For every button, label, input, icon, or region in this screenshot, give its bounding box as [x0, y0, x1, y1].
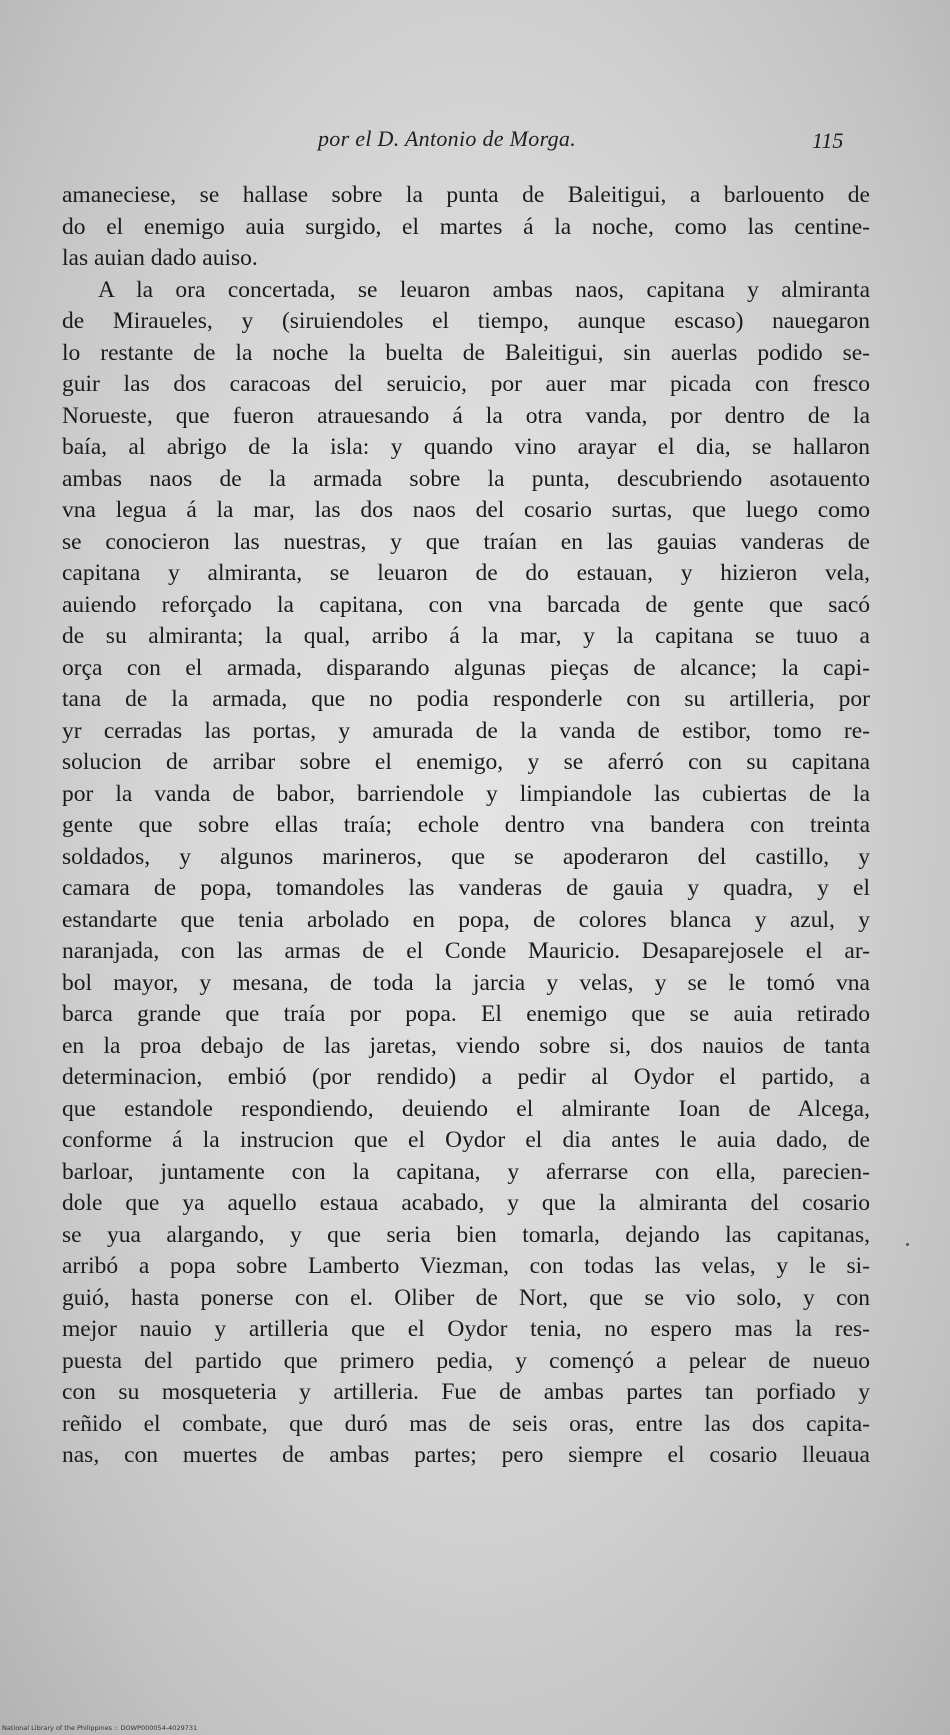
text-line: lo restante de la noche la buelta de Baleitigui, sin auerlas podido se- [62, 339, 870, 366]
text-line: ambas naos de la armada sobre la punta, descubriendo asotauento [62, 465, 870, 492]
text-line: estandarte que tenia arbolado en popa, de colores blanca y azul, y [62, 906, 870, 933]
text-line: yr cerradas las portas, y amurada de la vanda de estibor, tomo re- [62, 717, 870, 744]
text-line: por la vanda de babor, barriendole y limpiandole las cubiertas de la [62, 780, 870, 807]
text-line: naranjada, con las armas de el Conde Mauricio. Desaparejosele el ar- [62, 938, 870, 964]
text-line: tana de la armada, que no podia responderle con su artilleria, por [62, 686, 870, 712]
text-line: Norueste, que fueron atrauesando á la otra vanda, por dentro de la [62, 402, 870, 429]
text-line: gente que sobre ellas traía; echole dentro vna bandera con treinta [62, 812, 870, 838]
text-line: de su almiranta; la qual, arribo á la mar, y la capitana se tuuo a [62, 623, 870, 649]
text-line: solucion de arribar sobre el enemigo, y se aferró con su capitana [62, 749, 870, 775]
body-text [62, 180, 870, 1472]
running-head [0, 126, 950, 156]
text-line: orça con el armada, disparando algunas pieças de alcance; la capi- [62, 654, 870, 681]
text-line: conforme á la instrucion que el Oydor el dia antes le auia dado, de [62, 1127, 870, 1153]
page-number: 115 [812, 128, 844, 153]
text-line: determinacion, embió (por rendido) a pedir al Oydor el partido, a [62, 1064, 870, 1090]
text-line: vna legua á la mar, las dos naos del cosario surtas, que luego como [62, 497, 870, 523]
text-line: guió, hasta ponerse con el. Oliber de Nort, que se vio solo, y con [62, 1284, 870, 1311]
text-line: do el enemigo auia surgido, el martes á la noche, como las centine- [62, 213, 870, 240]
text-line: nas, con muertes de ambas partes; pero siempre el cosario lleuaua [62, 1442, 870, 1468]
text-line: con su mosqueteria y artilleria. Fue de ambas partes tan porfiado y [62, 1379, 870, 1405]
running-title: por el D. Antonio de Morga. [318, 126, 577, 151]
text-line: arribó a popa sobre Lamberto Viezman, con todas las velas, y le si- [62, 1253, 870, 1279]
text-line: dole que ya aquello estaua acabado, y que la almiranta del cosario [62, 1190, 870, 1216]
text-line: puesta del partido que primero pedia, y començó a pelear de nueuo [62, 1347, 870, 1374]
text-line: se conocieron las nuestras, y que traían en las gauias vanderas de [62, 528, 870, 555]
text-line: reñido el combate, que duró mas de seis oras, entre las dos capita- [62, 1410, 870, 1437]
text-line: soldados, y algunos marineros, que se apoderaron del castillo, y [62, 843, 870, 870]
scan-speck [906, 1243, 909, 1246]
text-line: en la proa debajo de las jaretas, viendo sobre si, dos nauios de tanta [62, 1032, 870, 1059]
text-line: se yua alargando, y que seria bien tomarla, dejando las capitanas, [62, 1221, 870, 1248]
text-line: que estandole respondiendo, deuiendo el almirante Ioan de Alcega, [62, 1095, 870, 1122]
text-line: A la ora concertada, se leuaron ambas naos, capitana y almiranta [98, 276, 870, 303]
text-line: las auian dado auiso. [62, 245, 258, 271]
text-line: capitana y almiranta, se leuaron de do estauan, y hizieron vela, [62, 560, 870, 586]
text-line: bol mayor, y mesana, de toda la jarcia y velas, y se le tomó vna [62, 969, 870, 996]
text-line: mejor nauio y artilleria que el Oydor tenia, no espero mas la res- [62, 1316, 870, 1342]
text-line: barca grande que traía por popa. El enemigo que se auia retirado [62, 1001, 870, 1027]
text-line: amaneciese, se hallase sobre la punta de Baleitigui, a barlouento de [62, 182, 870, 208]
text-line: auiendo reforçado la capitana, con vna barcada de gente que sacó [62, 591, 870, 618]
text-line: de Miraueles, y (siruiendoles el tiempo, aunque escaso) nauegaron [62, 308, 870, 334]
text-line: baía, al abrigo de la isla: y quando vino arayar el dia, se hallaron [62, 434, 870, 460]
text-line: barloar, juntamente con la capitana, y aferrarse con ella, parecien- [62, 1158, 870, 1185]
text-line: camara de popa, tomandoles las vanderas de gauia y quadra, y el [62, 875, 870, 901]
scan-credit: National Library of the Philippines :: DOWP000054-4029731 [2, 1724, 198, 1732]
text-line: guir las dos caracoas del seruicio, por auer mar picada con fresco [62, 371, 870, 397]
